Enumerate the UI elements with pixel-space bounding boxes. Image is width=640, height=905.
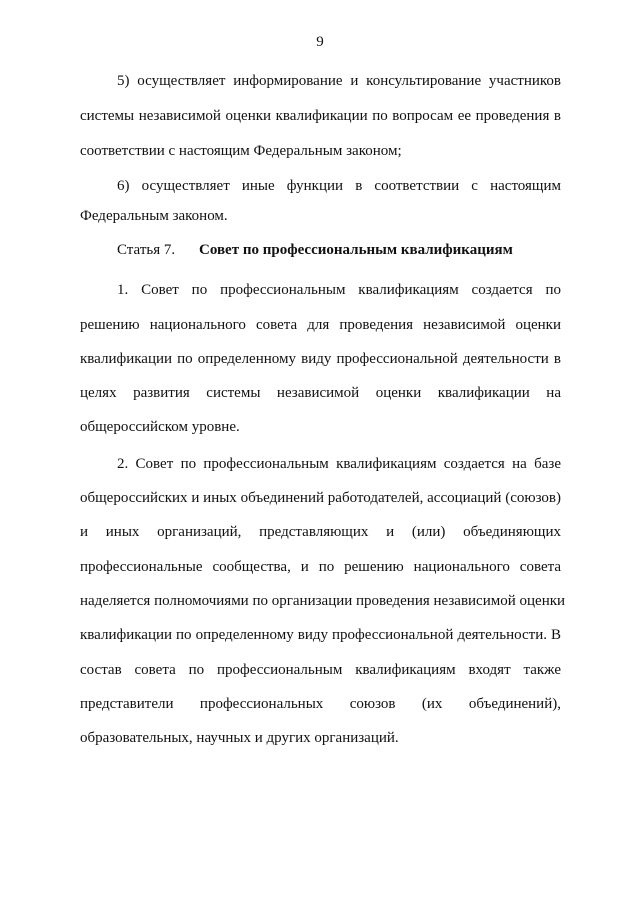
paragraph-2-line: общероссийских и иных объединений работодателей, ассоциаций (союзов) bbox=[80, 490, 561, 506]
page-number: 9 bbox=[316, 34, 324, 50]
paragraph-2-line: образовательных, научных и других организаций. bbox=[80, 730, 399, 746]
paragraph-1-line: решению национального совета для проведения независимой оценки bbox=[80, 317, 561, 333]
item-5-line: 5) осуществляет информирование и консультирование участников bbox=[117, 73, 561, 89]
article-title: Совет по профессиональным квалификациям bbox=[199, 242, 513, 258]
paragraph-2-line: наделяется полномочиями по организации проведения независимой оценки bbox=[80, 593, 566, 609]
paragraph-2-line: состав совета по профессиональным квалификациям входят также bbox=[80, 662, 561, 678]
item-6-line: 6) осуществляет иные функции в соответствии с настоящим bbox=[117, 178, 561, 194]
paragraph-1-line: квалификации по определенному виду профессиональной деятельности в bbox=[80, 351, 561, 367]
paragraph-1-line: общероссийском уровне. bbox=[80, 419, 240, 435]
paragraph-2-line: и иных организаций, представляющих и (или) объединяющих bbox=[80, 524, 561, 540]
paragraph-2-line: профессиональные сообщества, и по решению национального совета bbox=[80, 559, 561, 575]
paragraph-1-line: целях развития системы независимой оценки квалификации на bbox=[80, 385, 561, 401]
item-6-line: Федеральным законом. bbox=[80, 208, 228, 224]
paragraph-1-line: 1. Совет по профессиональным квалификациям создается по bbox=[117, 282, 561, 298]
paragraph-2-line: представители профессиональных союзов (их объединений), bbox=[80, 696, 561, 712]
item-5-line: соответствии с настоящим Федеральным законом; bbox=[80, 143, 402, 159]
paragraph-2-line: 2. Совет по профессиональным квалификациям создается на базе bbox=[117, 456, 561, 472]
article-heading bbox=[117, 241, 513, 259]
item-5-line: системы независимой оценки квалификации по вопросам ее проведения в bbox=[80, 108, 561, 124]
paragraph-2-line: квалификации по определенному виду профессиональной деятельности. В bbox=[80, 627, 561, 643]
article-label: Статья 7. bbox=[117, 242, 176, 258]
